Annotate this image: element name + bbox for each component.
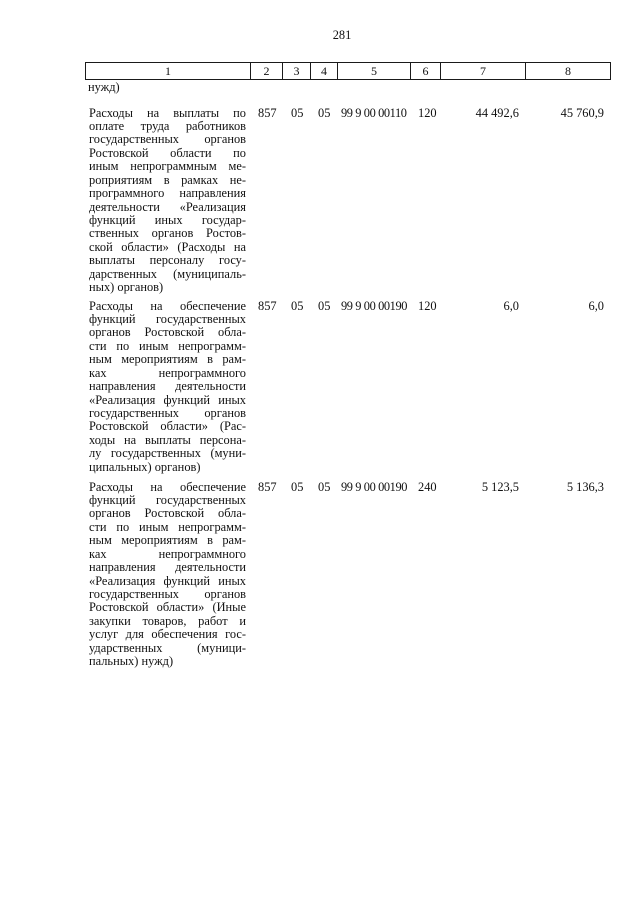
- cell-col2: 857: [258, 479, 277, 494]
- description-line: Расходы на обеспечение: [89, 480, 246, 494]
- description-line: закупки товаров, работ и: [89, 614, 246, 628]
- header-cell-8: 8: [526, 63, 611, 80]
- description-line: Ростовской области по: [89, 146, 246, 160]
- cell-col4: 05: [318, 479, 331, 494]
- table-row: [0, 300, 640, 500]
- description-line: Ростовской области» (Рас-: [89, 420, 246, 434]
- cell-col8: 5 136,3: [566, 479, 604, 494]
- description-line: органов Ростовской обла-: [89, 507, 246, 521]
- cell-col3: 05: [291, 105, 304, 120]
- description-line: ской области» (Расходы на: [89, 240, 246, 254]
- cell-col6: 240: [418, 479, 437, 494]
- header-row: [86, 63, 611, 80]
- table-row: [0, 107, 640, 307]
- description-line: Ростовской области» (Иные: [89, 601, 246, 615]
- description-line: ным мероприятиям в рам-: [89, 534, 246, 548]
- description-line: пальных) нужд): [89, 655, 174, 669]
- header-cell-5: 5: [338, 63, 411, 80]
- description-line: ственных органов Ростов-: [89, 227, 246, 241]
- table-header: [85, 62, 611, 80]
- description-line: ударственных (муници-: [89, 641, 246, 655]
- cell-col3: 05: [291, 479, 304, 494]
- header-cell-1: 1: [86, 63, 251, 80]
- cell-col4: 05: [318, 298, 331, 313]
- cell-col6: 120: [418, 105, 437, 120]
- description-line: ных) органов): [89, 281, 164, 295]
- description-line: сти по иным непрограмм-: [89, 339, 246, 353]
- header-cell-3: 3: [283, 63, 311, 80]
- description-line: государственных органов: [89, 588, 246, 601]
- description-line: дарственных (муниципаль-: [89, 267, 246, 281]
- description-line: функций государственных: [89, 312, 246, 326]
- description-line: ках непрограммного: [89, 366, 246, 380]
- table-row: [0, 481, 640, 681]
- cell-col4: 05: [318, 105, 331, 120]
- description-line: оплате труда работников: [89, 119, 246, 133]
- description-line: ходы на выплаты персона-: [89, 433, 246, 447]
- description-line: ках непрограммного: [89, 547, 246, 561]
- description-line: функций иных государ-: [89, 214, 246, 227]
- cell-col5: 99 9 00 00190: [341, 298, 408, 313]
- page-number: 281: [332, 28, 352, 42]
- cell-col6: 120: [418, 298, 437, 313]
- cell-col3: 05: [291, 298, 304, 313]
- cell-col7: 6,0: [503, 298, 519, 313]
- row-description: [89, 481, 246, 669]
- description-line: органов Ростовской обла-: [89, 326, 246, 340]
- description-line: иным непрограммным ме-: [89, 160, 246, 174]
- header-cell-2: 2: [251, 63, 283, 80]
- description-line: роприятиям в рамках не-: [89, 173, 246, 187]
- description-line: «Реализация функций иных: [89, 393, 246, 407]
- continuation-text: нужд): [88, 80, 120, 94]
- cell-col7: 44 492,6: [475, 105, 519, 120]
- description-line: государственных органов: [89, 133, 246, 147]
- description-line: услуг для обеспечения гос-: [89, 628, 246, 642]
- description-line: Расходы на обеспечение: [89, 299, 246, 313]
- description-line: направления деятельности: [89, 380, 246, 394]
- description-line: программного направления: [89, 187, 246, 201]
- cell-col5: 99 9 00 00190: [341, 479, 408, 494]
- description-line: сти по иным непрограмм-: [89, 520, 246, 534]
- cell-col7: 5 123,5: [481, 479, 519, 494]
- cell-col8: 45 760,9: [560, 105, 604, 120]
- description-line: государственных органов: [89, 407, 246, 420]
- cell-col2: 857: [258, 298, 277, 313]
- cell-col8: 6,0: [588, 298, 604, 313]
- description-line: «Реализация функций иных: [89, 574, 246, 588]
- description-line: выплаты персоналу госу-: [89, 254, 246, 268]
- cell-col5: 99 9 00 00110: [341, 105, 407, 120]
- row-description: [89, 300, 246, 475]
- header-cell-6: 6: [411, 63, 441, 80]
- description-line: лу государственных (муни-: [89, 447, 246, 461]
- row-description: [89, 107, 246, 295]
- description-line: функций государственных: [89, 493, 246, 507]
- description-line: направления деятельности: [89, 561, 246, 575]
- description-line: ципальных) органов): [89, 460, 201, 474]
- header-cell-7: 7: [441, 63, 526, 80]
- description-line: деятельности «Реализация: [89, 200, 246, 214]
- description-line: ным мероприятиям в рам-: [89, 353, 246, 367]
- cell-col2: 857: [258, 105, 277, 120]
- header-cell-4: 4: [311, 63, 338, 80]
- description-line: Расходы на выплаты по: [89, 106, 246, 120]
